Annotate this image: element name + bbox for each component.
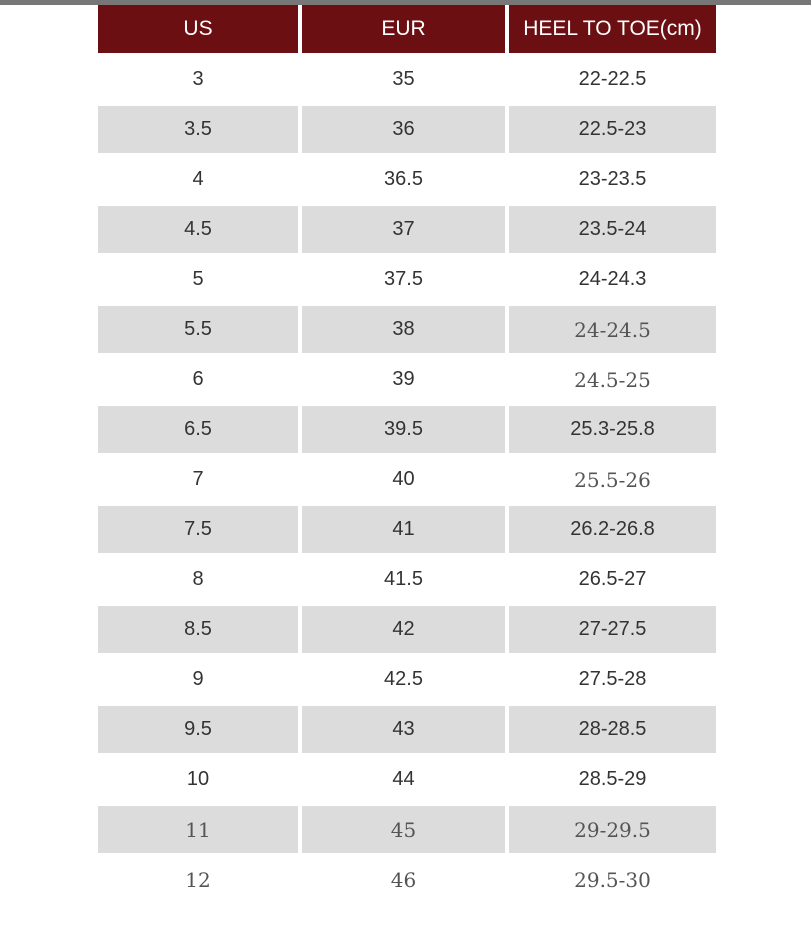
us-size-cell: 8.5 xyxy=(98,605,300,655)
heel-to-toe-cell: 25.5-26 xyxy=(507,455,716,505)
us-size-cell: 3 xyxy=(98,55,300,105)
us-size-cell: 9 xyxy=(98,655,300,705)
shoe-size-chart-table xyxy=(98,5,716,906)
heel-to-toe-cell: 23-23.5 xyxy=(507,155,716,205)
eur-size-cell: 39 xyxy=(300,355,507,405)
table-row xyxy=(98,555,716,605)
table-row xyxy=(98,305,716,355)
heel-to-toe-cell: 24-24.3 xyxy=(507,255,716,305)
table-row xyxy=(98,205,716,255)
eur-size-cell: 37 xyxy=(300,205,507,255)
eur-size-cell: 37.5 xyxy=(300,255,507,305)
heel-to-toe-cell: 26.5-27 xyxy=(507,555,716,605)
table-row xyxy=(98,705,716,755)
heel-to-toe-cell: 29.5-30 xyxy=(507,855,716,905)
heel-to-toe-cell: 28-28.5 xyxy=(507,705,716,755)
table-row xyxy=(98,755,716,805)
table-row xyxy=(98,505,716,555)
us-size-cell: 5 xyxy=(98,255,300,305)
eur-size-cell: 46 xyxy=(300,855,507,905)
table-row xyxy=(98,855,716,905)
us-size-cell: 7 xyxy=(98,455,300,505)
table-row xyxy=(98,455,716,505)
eur-size-cell: 35 xyxy=(300,55,507,105)
eur-size-cell: 45 xyxy=(300,805,507,855)
us-size-cell: 12 xyxy=(98,855,300,905)
column-header-us: US xyxy=(98,5,300,55)
heel-to-toe-cell: 29-29.5 xyxy=(507,805,716,855)
heel-to-toe-cell: 27.5-28 xyxy=(507,655,716,705)
table-row xyxy=(98,355,716,405)
eur-size-cell: 41.5 xyxy=(300,555,507,605)
table-row xyxy=(98,255,716,305)
us-size-cell: 5.5 xyxy=(98,305,300,355)
us-size-cell: 9.5 xyxy=(98,705,300,755)
us-size-cell: 4.5 xyxy=(98,205,300,255)
table-row xyxy=(98,605,716,655)
us-size-cell: 6 xyxy=(98,355,300,405)
eur-size-cell: 38 xyxy=(300,305,507,355)
us-size-cell: 8 xyxy=(98,555,300,605)
heel-to-toe-cell: 24-24.5 xyxy=(507,305,716,355)
header-row xyxy=(98,5,716,55)
heel-to-toe-cell: 28.5-29 xyxy=(507,755,716,805)
heel-to-toe-cell: 26.2-26.8 xyxy=(507,505,716,555)
eur-size-cell: 42.5 xyxy=(300,655,507,705)
us-size-cell: 7.5 xyxy=(98,505,300,555)
us-size-cell: 11 xyxy=(98,805,300,855)
table-row xyxy=(98,105,716,155)
heel-to-toe-cell: 27-27.5 xyxy=(507,605,716,655)
eur-size-cell: 36 xyxy=(300,105,507,155)
column-header-heel-to-toe: HEEL TO TOE(cm) xyxy=(507,5,716,55)
table-header xyxy=(98,5,716,55)
eur-size-cell: 39.5 xyxy=(300,405,507,455)
eur-size-cell: 42 xyxy=(300,605,507,655)
eur-size-cell: 44 xyxy=(300,755,507,805)
us-size-cell: 4 xyxy=(98,155,300,205)
table-row xyxy=(98,155,716,205)
table-row xyxy=(98,55,716,105)
table-row xyxy=(98,655,716,705)
us-size-cell: 10 xyxy=(98,755,300,805)
eur-size-cell: 40 xyxy=(300,455,507,505)
heel-to-toe-cell: 24.5-25 xyxy=(507,355,716,405)
eur-size-cell: 41 xyxy=(300,505,507,555)
eur-size-cell: 43 xyxy=(300,705,507,755)
heel-to-toe-cell: 23.5-24 xyxy=(507,205,716,255)
eur-size-cell: 36.5 xyxy=(300,155,507,205)
heel-to-toe-cell: 22.5-23 xyxy=(507,105,716,155)
table-row xyxy=(98,805,716,855)
us-size-cell: 3.5 xyxy=(98,105,300,155)
table-body xyxy=(98,55,716,905)
heel-to-toe-cell: 25.3-25.8 xyxy=(507,405,716,455)
table-row xyxy=(98,405,716,455)
column-header-eur: EUR xyxy=(300,5,507,55)
us-size-cell: 6.5 xyxy=(98,405,300,455)
heel-to-toe-cell: 22-22.5 xyxy=(507,55,716,105)
